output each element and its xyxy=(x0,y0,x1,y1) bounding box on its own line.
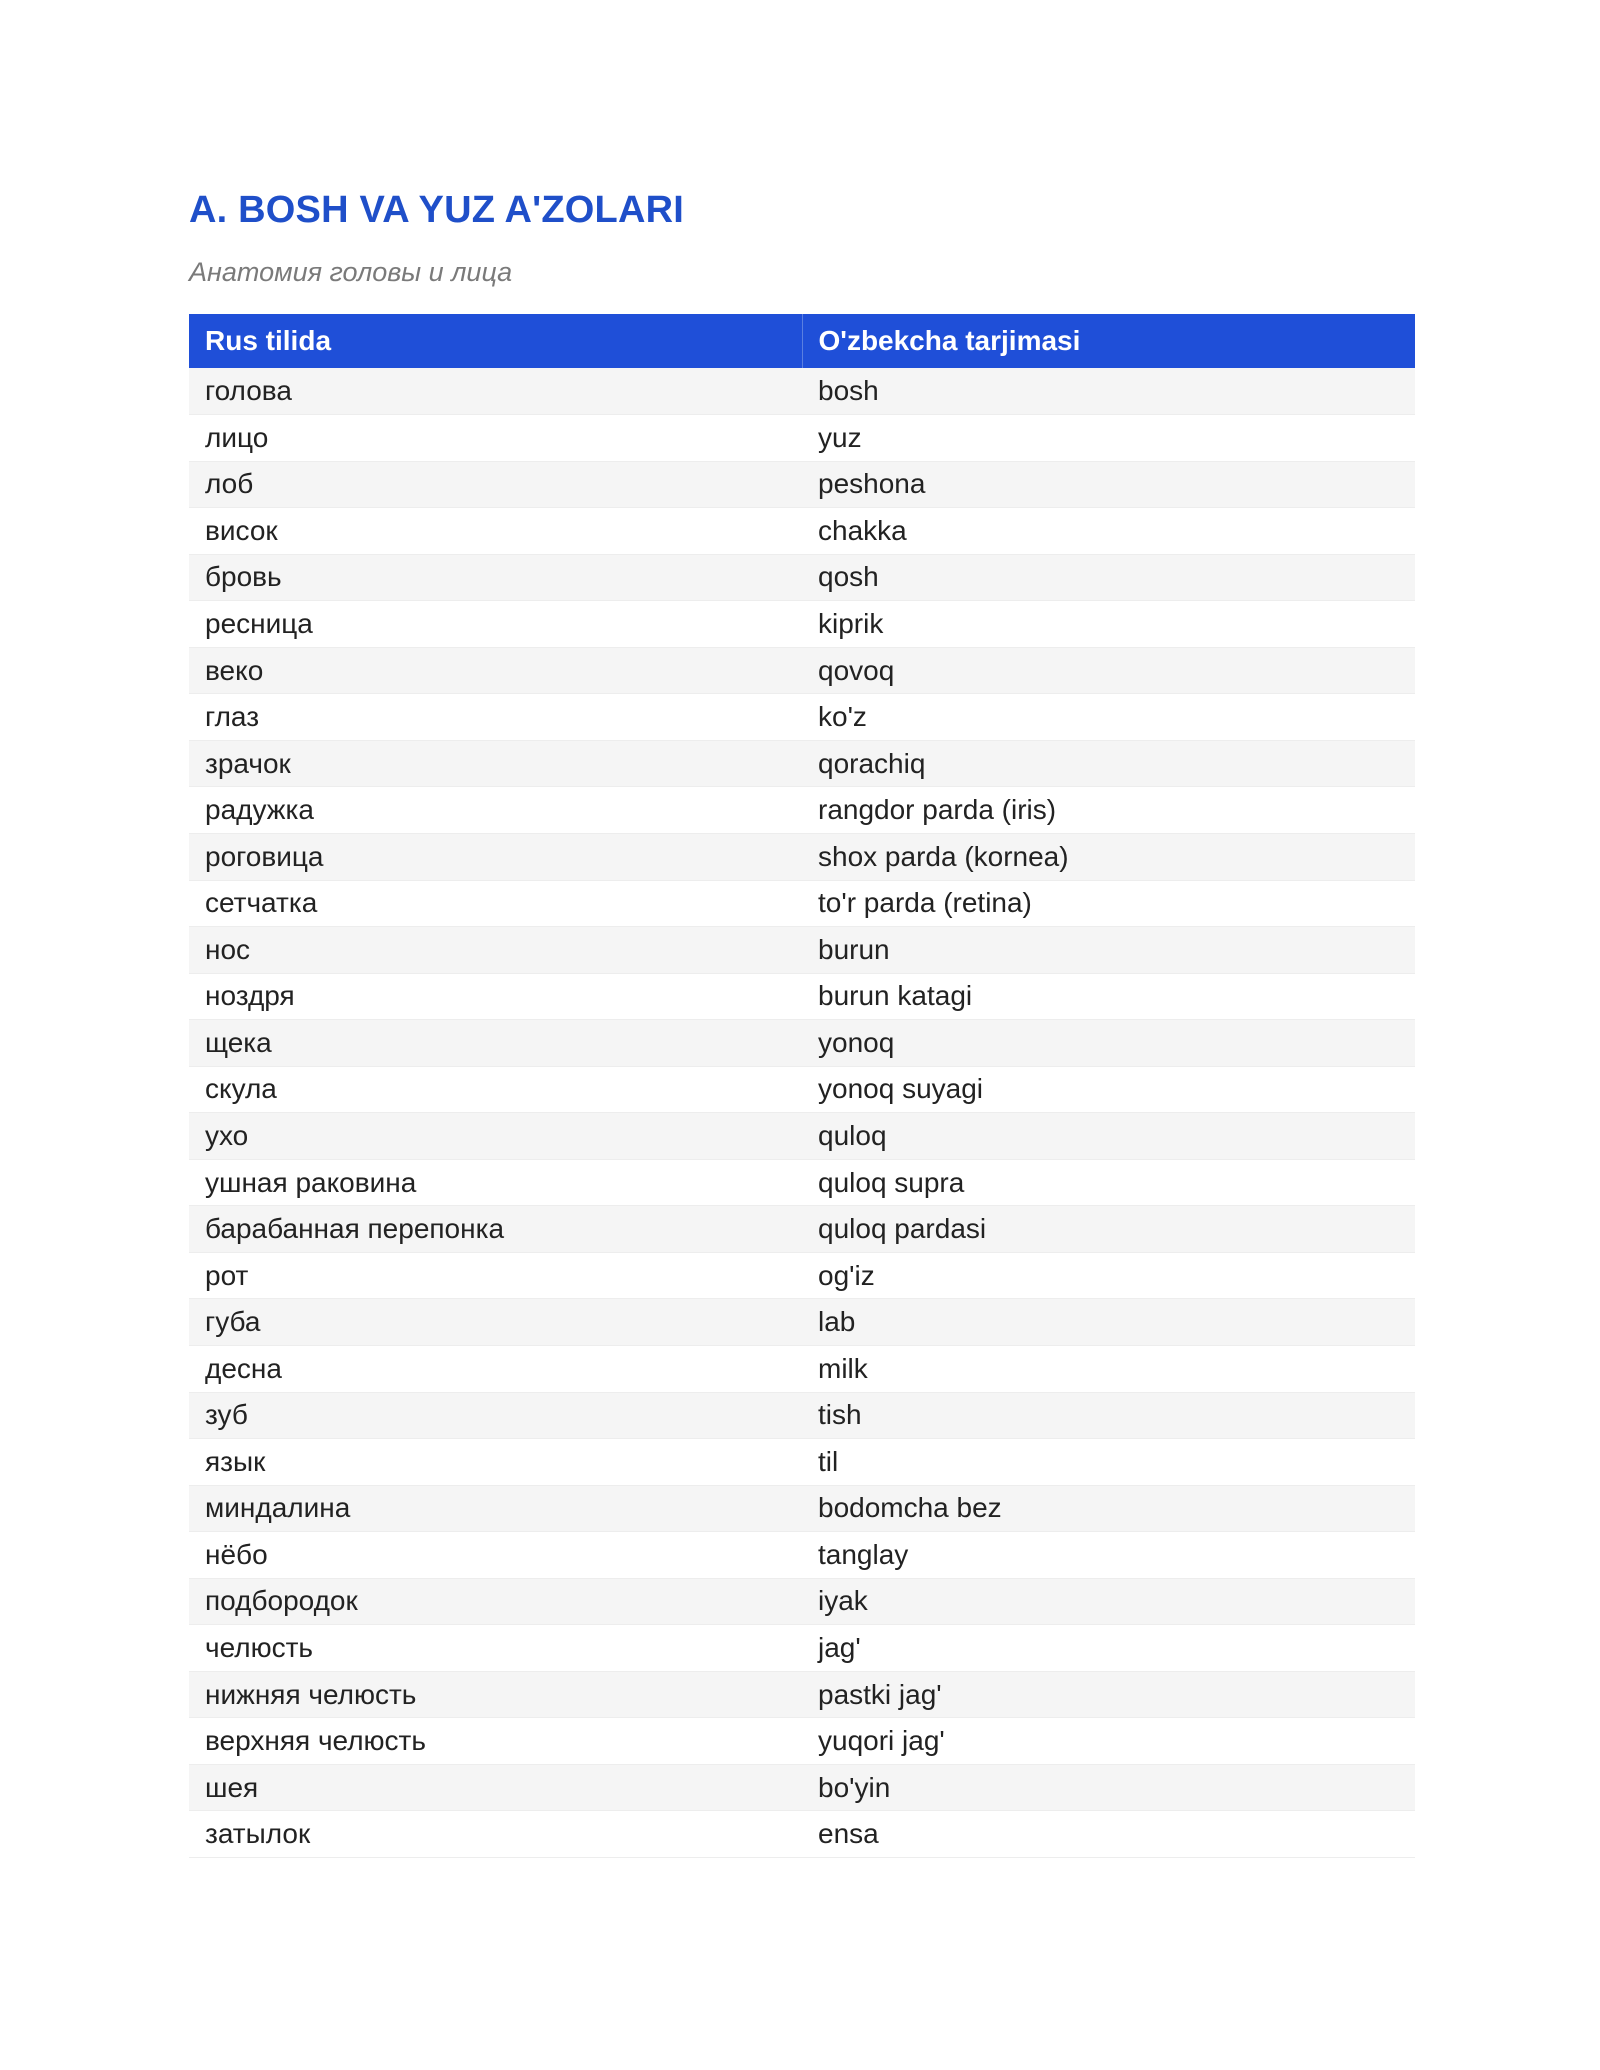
russian-term: миндалина xyxy=(189,1485,802,1532)
uzbek-translation: ensa xyxy=(802,1811,1415,1858)
russian-term: лицо xyxy=(189,415,802,462)
table-row xyxy=(189,1485,1415,1532)
uzbek-translation: rangdor parda (iris) xyxy=(802,787,1415,834)
uzbek-translation: iyak xyxy=(802,1578,1415,1625)
russian-term: сетчатка xyxy=(189,880,802,927)
russian-term: ушная раковина xyxy=(189,1159,802,1206)
russian-term: затылок xyxy=(189,1811,802,1858)
uzbek-translation: tish xyxy=(802,1392,1415,1439)
russian-term: верхняя челюсть xyxy=(189,1718,802,1765)
russian-term: висок xyxy=(189,508,802,555)
table-row xyxy=(189,740,1415,787)
uzbek-translation: jag' xyxy=(802,1625,1415,1672)
table-row xyxy=(189,1345,1415,1392)
table-row xyxy=(189,1578,1415,1625)
russian-term: глаз xyxy=(189,694,802,741)
table-row xyxy=(189,647,1415,694)
russian-term: зрачок xyxy=(189,740,802,787)
table-row xyxy=(189,415,1415,462)
russian-term: рот xyxy=(189,1252,802,1299)
table-row xyxy=(189,1020,1415,1067)
section-subtitle: Анатомия головы и лица xyxy=(189,257,513,287)
table-row xyxy=(189,833,1415,880)
russian-term: ноздря xyxy=(189,973,802,1020)
russian-term: скула xyxy=(189,1066,802,1113)
uzbek-translation: bo'yin xyxy=(802,1764,1415,1811)
uzbek-translation: tanglay xyxy=(802,1532,1415,1579)
table-header xyxy=(189,314,1415,368)
russian-term: голова xyxy=(189,368,802,415)
russian-term: бровь xyxy=(189,554,802,601)
russian-term: ресница xyxy=(189,601,802,648)
header-uzbek: O'zbekcha tarjimasi xyxy=(802,314,1415,368)
uzbek-translation: quloq xyxy=(802,1113,1415,1160)
russian-term: подбородок xyxy=(189,1578,802,1625)
uzbek-translation: yonoq xyxy=(802,1020,1415,1067)
uzbek-translation: chakka xyxy=(802,508,1415,555)
table-row xyxy=(189,1252,1415,1299)
russian-term: десна xyxy=(189,1345,802,1392)
uzbek-translation: til xyxy=(802,1439,1415,1486)
table-row xyxy=(189,1206,1415,1253)
vocabulary-table xyxy=(189,314,1415,1858)
uzbek-translation: qovoq xyxy=(802,647,1415,694)
table-row xyxy=(189,1811,1415,1858)
russian-term: язык xyxy=(189,1439,802,1486)
table-row xyxy=(189,1066,1415,1113)
table-row xyxy=(189,1159,1415,1206)
russian-term: ухо xyxy=(189,1113,802,1160)
uzbek-translation: yuz xyxy=(802,415,1415,462)
table-row xyxy=(189,1625,1415,1672)
uzbek-translation: yuqori jag' xyxy=(802,1718,1415,1765)
uzbek-translation: pastki jag' xyxy=(802,1671,1415,1718)
uzbek-translation: og'iz xyxy=(802,1252,1415,1299)
table-row xyxy=(189,787,1415,834)
table-row xyxy=(189,1392,1415,1439)
table-row xyxy=(189,973,1415,1020)
table-header-row xyxy=(189,314,1415,368)
russian-term: нижняя челюсть xyxy=(189,1671,802,1718)
russian-term: веко xyxy=(189,647,802,694)
uzbek-translation: bodomcha bez xyxy=(802,1485,1415,1532)
table-row xyxy=(189,1764,1415,1811)
table-row xyxy=(189,368,1415,415)
table-row xyxy=(189,694,1415,741)
table-row xyxy=(189,927,1415,974)
header-russian: Rus tilida xyxy=(189,314,802,368)
uzbek-translation: yonoq suyagi xyxy=(802,1066,1415,1113)
uzbek-translation: quloq supra xyxy=(802,1159,1415,1206)
uzbek-translation: milk xyxy=(802,1345,1415,1392)
table-row xyxy=(189,1113,1415,1160)
uzbek-translation: peshona xyxy=(802,461,1415,508)
uzbek-translation: shox parda (kornea) xyxy=(802,833,1415,880)
uzbek-translation: bosh xyxy=(802,368,1415,415)
russian-term: губа xyxy=(189,1299,802,1346)
russian-term: барабанная перепонка xyxy=(189,1206,802,1253)
table-row xyxy=(189,508,1415,555)
table-row xyxy=(189,880,1415,927)
table-row xyxy=(189,461,1415,508)
russian-term: нёбо xyxy=(189,1532,802,1579)
russian-term: нос xyxy=(189,927,802,974)
table-row xyxy=(189,601,1415,648)
uzbek-translation: burun xyxy=(802,927,1415,974)
russian-term: радужка xyxy=(189,787,802,834)
table-body xyxy=(189,368,1415,1858)
uzbek-translation: quloq pardasi xyxy=(802,1206,1415,1253)
table-row xyxy=(189,1439,1415,1486)
uzbek-translation: burun katagi xyxy=(802,973,1415,1020)
russian-term: шея xyxy=(189,1764,802,1811)
russian-term: зуб xyxy=(189,1392,802,1439)
table-row xyxy=(189,1718,1415,1765)
uzbek-translation: to'r parda (retina) xyxy=(802,880,1415,927)
russian-term: лоб xyxy=(189,461,802,508)
uzbek-translation: kiprik xyxy=(802,601,1415,648)
uzbek-translation: qosh xyxy=(802,554,1415,601)
russian-term: челюсть xyxy=(189,1625,802,1672)
table-row xyxy=(189,1532,1415,1579)
russian-term: щека xyxy=(189,1020,802,1067)
uzbek-translation: qorachiq xyxy=(802,740,1415,787)
uzbek-translation: lab xyxy=(802,1299,1415,1346)
table-row xyxy=(189,1299,1415,1346)
section-title: A. BOSH VA YUZ A'ZOLARI xyxy=(189,189,684,231)
table-row xyxy=(189,554,1415,601)
uzbek-translation: ko'z xyxy=(802,694,1415,741)
russian-term: роговица xyxy=(189,833,802,880)
table-row xyxy=(189,1671,1415,1718)
